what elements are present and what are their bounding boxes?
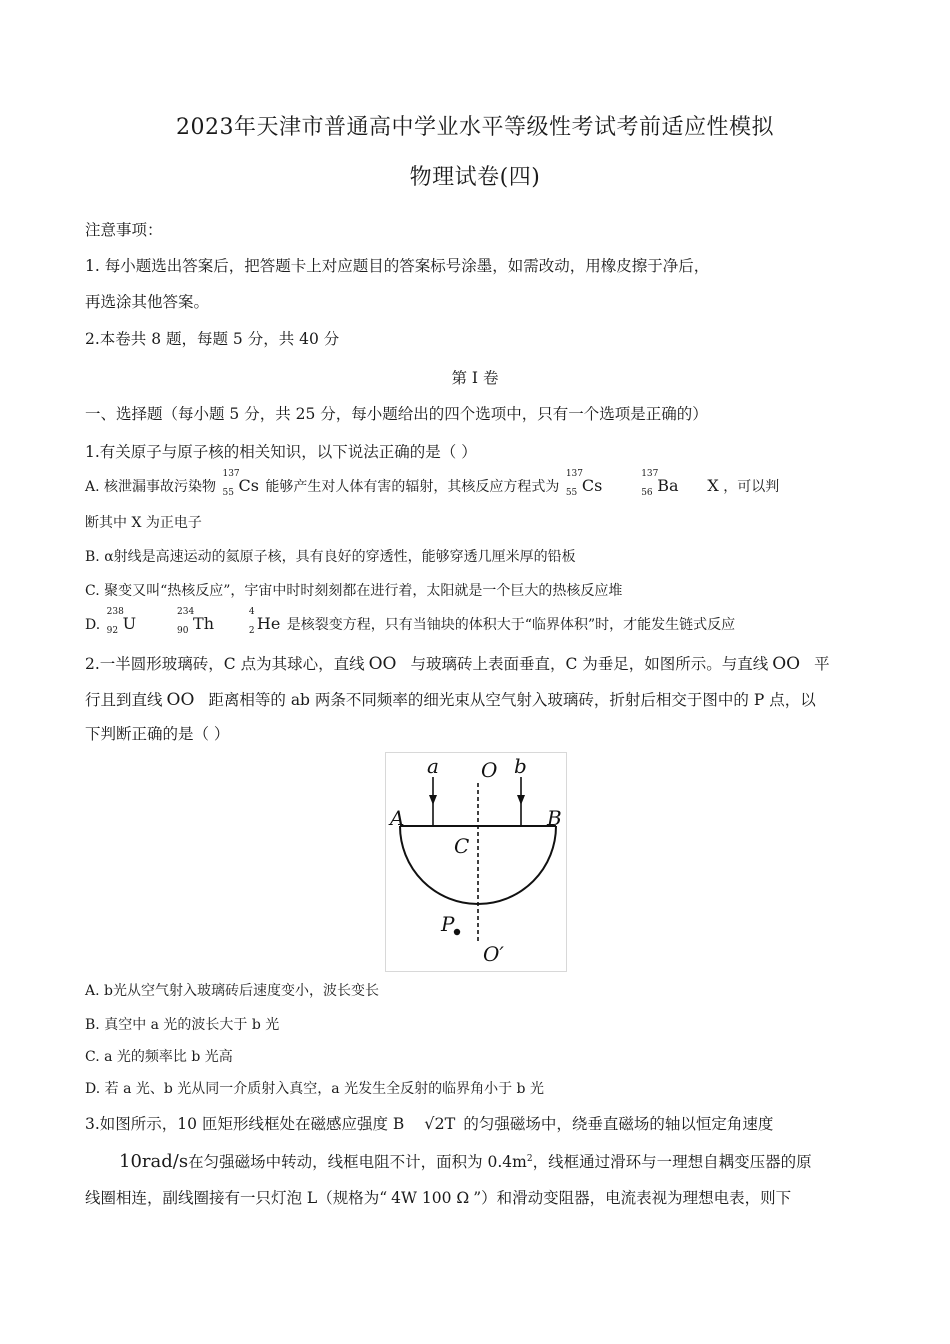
line-oo-label: OO xyxy=(368,654,397,674)
q3-stem-line2 xyxy=(85,1150,875,1172)
q2-l2a: 行且到直线 xyxy=(85,691,163,709)
q2-option-d: D. 若 a 光、b 光从同一介质射入真空，a 光发生全反射的临界角小于 b 光 xyxy=(85,1081,544,1097)
q1-option-a xyxy=(85,469,875,498)
notice-item-2: 2.本卷共 8 题，每题 5 分，共 40 分 xyxy=(85,330,340,348)
label-C: C xyxy=(454,834,470,858)
label-a: a xyxy=(427,754,439,778)
q2-option-b: B. 真空中 a 光的波长大于 b 光 xyxy=(85,1017,280,1033)
nuclide-th234: 234 90 Th xyxy=(177,607,215,636)
label-B: B xyxy=(547,806,562,830)
glass-brick-diagram xyxy=(385,752,567,972)
q2-option-c: C. a 光的频率比 b 光高 xyxy=(85,1049,233,1065)
q3-stem-line3 xyxy=(85,1186,875,1208)
q1-a-x: X xyxy=(707,476,719,495)
q3-area-exp: 2 xyxy=(526,1153,533,1164)
brick-arc xyxy=(400,826,556,904)
q2-l1a: 2.一半圆形玻璃砖，C 点为其球心，直线 xyxy=(85,655,365,673)
point-p-dot xyxy=(454,929,460,935)
ray-a-arrow xyxy=(429,795,437,805)
notice-heading: 注意事项： xyxy=(85,221,163,239)
notice-item-1: 1. 每小题选出答案后，把答题卡上对应题目的答案标号涂墨，如需改动，用橡皮擦于净后， xyxy=(85,257,710,275)
q1-a-prefix: A. 核泄漏事故污染物 xyxy=(85,479,217,495)
q1-option-d xyxy=(85,607,875,636)
q3-stem-line1 xyxy=(85,1112,875,1134)
q1-a-tail: ，可以判 xyxy=(723,479,780,495)
line-oo-label: OO xyxy=(166,690,195,710)
q1-d-prefix: D. xyxy=(85,617,101,633)
nuclide-he4: 4 2 He xyxy=(248,607,281,636)
q2-stem-line1 xyxy=(85,652,875,674)
q3-l1a: 3.如图所示，10 匝矩形线框处在磁感应强度 B xyxy=(85,1115,405,1133)
section-title: 第 I 卷 xyxy=(451,369,499,387)
exam-title-line2: 物理试卷(四) xyxy=(409,165,541,190)
q3-l3a: 线圈相连，副线圈接有一只灯泡 L（规格为“ xyxy=(85,1189,388,1207)
ray-b-arrow xyxy=(517,795,525,805)
q2-l1c: 平 xyxy=(814,655,830,673)
label-P: P xyxy=(441,912,455,936)
q3-l2d: ，线框通过滑环与一理想自耦变压器的原 xyxy=(532,1153,812,1171)
part1-heading: 一、选择题（每小题 5 分，共 25 分，每小题给出的四个选项中，只有一个选项是正确的） xyxy=(85,405,708,423)
q2-l2b: 距离相等的 ab 两条不同频率的细光束从空气射入玻璃砖，折射后相交于图中的 P 点，以 xyxy=(208,691,816,709)
nuclide-cs137: 137 55 Cs xyxy=(222,469,259,498)
q1-d-tail: 是核裂变方程，只有当铀块的体积大于“临界体积”时，才能发生链式反应 xyxy=(286,617,736,633)
q2-stem-line2 xyxy=(85,688,875,710)
q3-l2b: 在匀强磁场中转动，线框电阻不计，面积为 0.4m xyxy=(188,1153,527,1171)
label-b: b xyxy=(514,754,527,778)
nuclide-ba137: 137 56 Ba xyxy=(641,469,679,498)
q3-l3c: ”）和滑动变阻器，电流表视为理想电表，则下 xyxy=(473,1189,792,1207)
nuclide-cs137-eq: 137 55 Cs xyxy=(565,469,603,498)
label-o: O xyxy=(481,758,498,782)
q2-option-a: A. b光从空气射入玻璃砖后速度变小，波长变长 xyxy=(85,983,379,999)
notice-item-1-cont: 再选涂其他答案。 xyxy=(85,293,210,311)
q1-a-mid: 能够产生对人体有害的辐射，其核反应方程式为 xyxy=(265,479,560,495)
label-A: A xyxy=(390,806,405,830)
label-o-prime: O′ xyxy=(483,942,504,966)
q3-l1c: 的匀强磁场中，绕垂直磁场的轴以恒定角速度 xyxy=(463,1115,774,1133)
q1-option-a-cont: 断其中 X 为正电子 xyxy=(85,515,202,531)
q3-field-value: √2T xyxy=(424,1114,456,1133)
q2-stem-line3: 下判断正确的是（ ） xyxy=(85,725,230,743)
q1-stem: 1.有关原子与原子核的相关知识，以下说法正确的是（ ） xyxy=(85,443,477,461)
q2-l1b: 与玻璃砖上表面垂直，C 为垂足，如图所示。与直线 xyxy=(410,655,769,673)
q1-option-b: B. α射线是高速运动的氦原子核，具有良好的穿透性，能够穿透几厘米厚的铅板 xyxy=(85,549,576,565)
q3-omega: 10rad/s xyxy=(119,1151,189,1172)
q3-lamp-spec: 4W 100 Ω xyxy=(391,1189,470,1207)
q1-option-c: C. 聚变又叫“热核反应”，宇宙中时时刻刻都在进行着，太阳就是一个巨大的热核反应堆 xyxy=(85,583,623,599)
line-oo-label: OO xyxy=(772,654,801,674)
exam-title-line1: 2023年天津市普通高中学业水平等级性考试考前适应性模拟 xyxy=(176,115,774,140)
nuclide-u238: 238 92 U xyxy=(106,607,137,636)
